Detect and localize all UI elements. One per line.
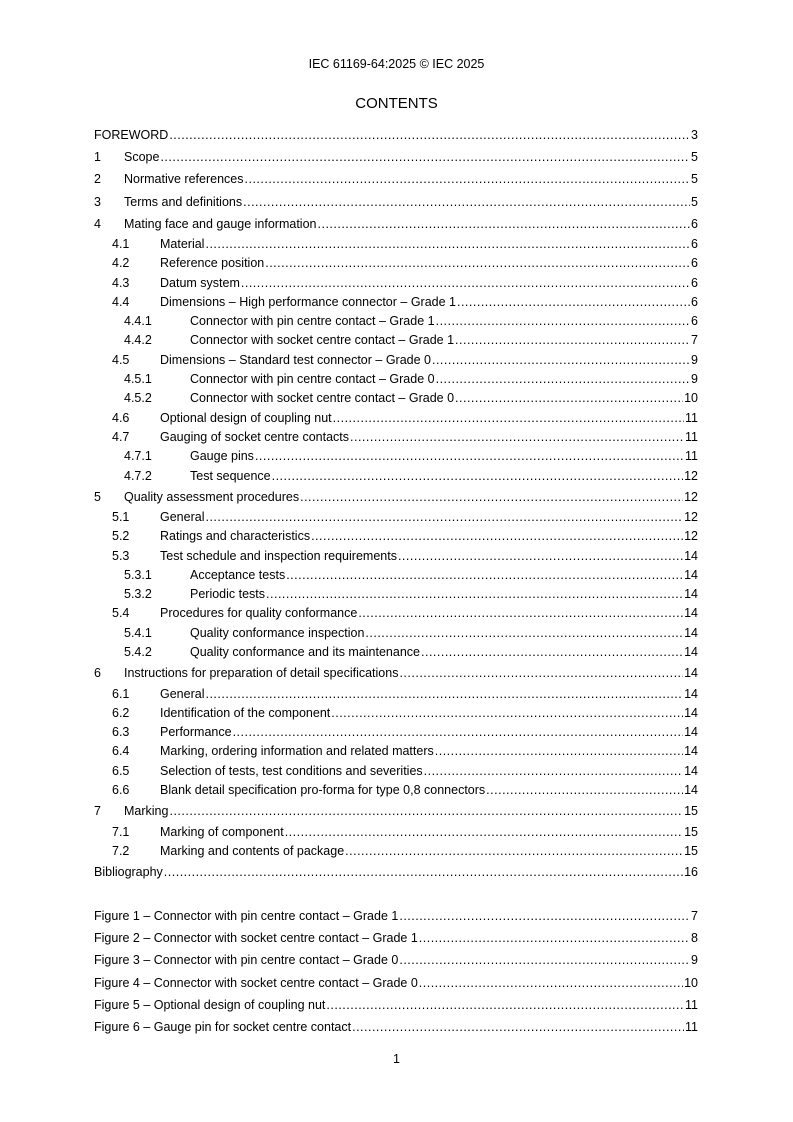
toc-entry-number: 7.2 bbox=[112, 843, 130, 858]
toc-entry[interactable] bbox=[94, 168, 698, 190]
toc-entry-page: 9 bbox=[691, 352, 698, 367]
toc-entry[interactable] bbox=[94, 213, 698, 235]
toc-entry-number: 4.6 bbox=[112, 410, 130, 425]
toc-entry[interactable] bbox=[94, 389, 698, 408]
toc-entry-title: Quality conformance inspection bbox=[190, 625, 365, 640]
figure-entry-title: Figure 6 – Gauge pin for socket centre contact bbox=[94, 1019, 352, 1034]
toc-entry-page: 11 bbox=[685, 410, 698, 425]
toc-entry-number: 2 bbox=[94, 172, 101, 187]
toc-entry-title: Acceptance tests bbox=[190, 567, 286, 582]
dot-leader bbox=[272, 467, 683, 486]
toc-entry-number: 4.7 bbox=[112, 429, 130, 444]
toc-entry-title: Quality assessment procedures bbox=[124, 489, 300, 504]
figure-entry-title: Figure 1 – Connector with pin centre contact – Grade 1 bbox=[94, 909, 399, 923]
dot-leader bbox=[365, 624, 683, 643]
toc-entry-page: 14 bbox=[684, 783, 698, 798]
toc-entry-page: 6 bbox=[691, 314, 698, 329]
dot-leader bbox=[436, 370, 690, 389]
toc-entry-number: 4.1 bbox=[112, 236, 130, 251]
toc-entry-page: 14 bbox=[684, 686, 698, 701]
toc-entry-page: 16 bbox=[684, 865, 698, 880]
toc-entry[interactable] bbox=[94, 742, 698, 761]
dot-leader bbox=[233, 723, 684, 742]
toc-entry[interactable] bbox=[94, 723, 698, 742]
toc-entry-title: Marking of component bbox=[160, 824, 284, 839]
figure-entry[interactable] bbox=[94, 994, 698, 1016]
dot-leader bbox=[160, 146, 690, 168]
toc-entry-title: Performance bbox=[160, 725, 232, 740]
figure-entry[interactable] bbox=[94, 927, 698, 949]
toc-entry-page: 14 bbox=[684, 606, 698, 621]
toc-entry-page: 5 bbox=[691, 150, 698, 165]
dot-leader bbox=[241, 274, 690, 293]
toc-entry-page: 14 bbox=[684, 548, 698, 563]
toc-entry-title: Marking, ordering information and related matters bbox=[160, 744, 434, 759]
dot-leader bbox=[350, 428, 684, 447]
dot-leader bbox=[285, 823, 683, 842]
toc-entry-number: 6.2 bbox=[112, 705, 130, 720]
dot-leader bbox=[286, 566, 683, 585]
toc-entry-title: Identification of the component bbox=[160, 705, 331, 720]
toc-entry-title: Datum system bbox=[160, 275, 240, 290]
toc-entry[interactable] bbox=[94, 293, 698, 312]
table-of-contents bbox=[94, 124, 698, 883]
figure-entry-page: 10 bbox=[684, 975, 698, 990]
toc-entry-title: Dimensions – High performance connector – Grade 1 bbox=[160, 294, 456, 309]
toc-entry-page: 14 bbox=[684, 744, 698, 759]
figure-entry[interactable] bbox=[94, 905, 698, 927]
toc-entry[interactable] bbox=[94, 842, 698, 861]
toc-entry-number: 5 bbox=[94, 489, 101, 504]
toc-entry-number: 4.4.2 bbox=[124, 333, 152, 348]
dot-leader bbox=[419, 927, 690, 949]
toc-entry-title: Mating face and gauge information bbox=[124, 216, 317, 231]
toc-entry-number: 4.5.2 bbox=[124, 391, 152, 406]
toc-entry[interactable] bbox=[94, 604, 698, 623]
toc-entry-number: 5.4.1 bbox=[124, 625, 152, 640]
dot-leader bbox=[398, 547, 683, 566]
toc-entry-title: Selection of tests, test conditions and severities bbox=[160, 763, 423, 778]
toc-entry-number: 5.3.2 bbox=[124, 587, 152, 602]
toc-entry-title: Connector with pin centre contact – Grade 1 bbox=[190, 314, 435, 329]
toc-entry-title: General bbox=[160, 509, 205, 524]
toc-entry[interactable] bbox=[94, 409, 698, 428]
toc-entry[interactable] bbox=[94, 585, 698, 604]
toc-entry-number: 5.1 bbox=[112, 509, 130, 524]
dot-leader bbox=[205, 508, 683, 527]
toc-entry-title: Optional design of coupling nut bbox=[160, 410, 332, 425]
toc-entry-number: 6.3 bbox=[112, 725, 130, 740]
toc-entry-page: 14 bbox=[684, 587, 698, 602]
dot-leader bbox=[300, 486, 683, 508]
toc-entry[interactable] bbox=[94, 124, 698, 146]
toc-entry[interactable] bbox=[94, 547, 698, 566]
toc-entry-number: 4.4.1 bbox=[124, 314, 152, 329]
figure-entry[interactable] bbox=[94, 949, 698, 971]
dot-leader bbox=[311, 527, 683, 546]
dot-leader bbox=[318, 213, 691, 235]
toc-entry-number: 5.3 bbox=[112, 548, 130, 563]
dot-leader bbox=[333, 409, 684, 428]
toc-entry-page: 7 bbox=[691, 333, 698, 348]
dot-leader bbox=[358, 604, 683, 623]
toc-entry-number: 4.2 bbox=[112, 256, 130, 271]
toc-entry[interactable] bbox=[94, 428, 698, 447]
figure-entry[interactable] bbox=[94, 1016, 698, 1038]
toc-entry-number: 7.1 bbox=[112, 824, 130, 839]
toc-entry-title: Material bbox=[160, 236, 205, 251]
dot-leader bbox=[455, 389, 683, 408]
toc-entry-number: 4.5 bbox=[112, 352, 130, 367]
toc-entry-number: 5.2 bbox=[112, 529, 130, 544]
toc-entry-page: 6 bbox=[691, 236, 698, 251]
toc-entry-number: 6.6 bbox=[112, 783, 130, 798]
toc-entry[interactable] bbox=[94, 781, 698, 800]
toc-entry-page: 6 bbox=[691, 275, 698, 290]
dot-leader bbox=[326, 994, 684, 1016]
toc-entry[interactable] bbox=[94, 274, 698, 293]
dot-leader bbox=[352, 1016, 684, 1038]
toc-entry-page: 14 bbox=[684, 567, 698, 582]
toc-entry-title: Marking and contents of package bbox=[160, 843, 345, 858]
toc-entry-title: Blank detail specification pro-forma for type 0,8 connectors bbox=[160, 783, 486, 798]
toc-entry[interactable] bbox=[94, 704, 698, 723]
dot-leader bbox=[164, 861, 683, 883]
dot-leader bbox=[169, 124, 690, 146]
dot-leader bbox=[243, 191, 690, 213]
dot-leader bbox=[245, 168, 691, 190]
toc-entry[interactable] bbox=[94, 566, 698, 585]
toc-entry-page: 15 bbox=[684, 804, 698, 819]
toc-entry[interactable] bbox=[94, 467, 698, 486]
dot-leader bbox=[399, 905, 690, 927]
toc-entry-number: 6 bbox=[94, 666, 101, 681]
toc-entry-title: Terms and definitions bbox=[124, 194, 243, 209]
toc-entry-number: 4.5.1 bbox=[124, 372, 152, 387]
figure-entry-page: 11 bbox=[685, 997, 698, 1012]
toc-entry-page: 12 bbox=[684, 468, 698, 483]
toc-entry-page: 12 bbox=[684, 529, 698, 544]
toc-entry-title: Gauging of socket centre contacts bbox=[160, 429, 349, 444]
toc-entry-title: Ratings and characteristics bbox=[160, 529, 311, 544]
page-title: CONTENTS bbox=[355, 95, 438, 112]
toc-entry-title: Periodic tests bbox=[190, 587, 266, 602]
toc-entry-page: 14 bbox=[684, 625, 698, 640]
dot-leader bbox=[421, 643, 683, 662]
dot-leader bbox=[486, 781, 683, 800]
toc-entry-number: 5.3.1 bbox=[124, 567, 152, 582]
dot-leader bbox=[432, 351, 690, 370]
toc-entry-title: Instructions for preparation of detail specifications bbox=[124, 666, 399, 681]
toc-entry[interactable] bbox=[94, 643, 698, 662]
toc-entry-title: Reference position bbox=[160, 256, 265, 271]
figure-entry-page: 11 bbox=[685, 1019, 698, 1034]
toc-entry-page: 14 bbox=[684, 645, 698, 660]
toc-entry[interactable] bbox=[94, 762, 698, 781]
toc-entry[interactable] bbox=[94, 800, 698, 822]
toc-entry-page: 11 bbox=[685, 429, 698, 444]
toc-entry-page: 15 bbox=[684, 824, 698, 839]
dot-leader bbox=[435, 742, 683, 761]
toc-entry-page: 10 bbox=[684, 391, 698, 406]
toc-entry[interactable] bbox=[94, 254, 698, 273]
toc-entry-title: General bbox=[160, 686, 205, 701]
toc-entry-page: 14 bbox=[684, 763, 698, 778]
toc-entry-page: 11 bbox=[685, 449, 698, 464]
toc-entry[interactable] bbox=[94, 146, 698, 168]
toc-entry-title: Gauge pins bbox=[190, 449, 254, 464]
dot-leader bbox=[419, 972, 683, 994]
toc-entry-page: 14 bbox=[684, 725, 698, 740]
dot-leader bbox=[169, 800, 683, 822]
dot-leader bbox=[205, 235, 690, 254]
toc-entry-page: 9 bbox=[691, 372, 698, 387]
figure-entry-title: Figure 5 – Optional design of coupling nut bbox=[94, 997, 326, 1012]
toc-entry-title: Test schedule and inspection requirements bbox=[160, 548, 397, 563]
toc-entry-title: Test sequence bbox=[190, 468, 271, 483]
toc-entry-number: 4 bbox=[94, 216, 101, 231]
toc-entry[interactable] bbox=[94, 191, 698, 213]
toc-entry[interactable] bbox=[94, 685, 698, 704]
toc-entry[interactable] bbox=[94, 823, 698, 842]
toc-entry-title: FOREWORD bbox=[94, 128, 169, 142]
toc-entry[interactable] bbox=[94, 447, 698, 466]
toc-entry-page: 14 bbox=[684, 705, 698, 720]
toc-entry-page: 12 bbox=[684, 509, 698, 524]
list-of-figures bbox=[94, 905, 698, 1038]
dot-leader bbox=[436, 312, 690, 331]
toc-entry-page: 15 bbox=[684, 843, 698, 858]
toc-entry-number: 4.3 bbox=[112, 275, 130, 290]
toc-entry[interactable] bbox=[94, 312, 698, 331]
dot-leader bbox=[265, 254, 690, 273]
toc-entry-number: 6.4 bbox=[112, 744, 130, 759]
figure-entry-title: Figure 2 – Connector with socket centre contact – Grade 1 bbox=[94, 931, 418, 946]
dot-leader bbox=[399, 662, 683, 684]
dot-leader bbox=[399, 949, 690, 971]
toc-entry-title: Normative references bbox=[124, 172, 244, 187]
toc-entry-title: Quality conformance and its maintenance bbox=[190, 645, 420, 660]
toc-entry-page: 6 bbox=[691, 216, 698, 231]
dot-leader bbox=[205, 685, 683, 704]
toc-entry-title: Connector with pin centre contact – Grade 0 bbox=[190, 372, 435, 387]
toc-entry-number: 5.4 bbox=[112, 606, 130, 621]
toc-entry[interactable] bbox=[94, 370, 698, 389]
toc-entry[interactable] bbox=[94, 527, 698, 546]
page-number: 1 bbox=[393, 1052, 400, 1066]
toc-entry-page: 6 bbox=[691, 294, 698, 309]
toc-entry-number: 5.4.2 bbox=[124, 645, 152, 660]
toc-entry-number: 1 bbox=[94, 150, 101, 165]
figure-entry-title: Figure 3 – Connector with pin centre contact – Grade 0 bbox=[94, 953, 399, 968]
toc-entry[interactable] bbox=[94, 486, 698, 508]
toc-entry-page: 5 bbox=[691, 172, 698, 187]
toc-entry[interactable] bbox=[94, 331, 698, 350]
toc-entry-page: 5 bbox=[691, 194, 698, 209]
toc-entry[interactable] bbox=[94, 624, 698, 643]
toc-entry-page: 3 bbox=[691, 128, 698, 142]
toc-entry-title: Scope bbox=[124, 150, 160, 165]
dot-leader bbox=[255, 447, 684, 466]
toc-entry-page: 14 bbox=[684, 666, 698, 681]
figure-entry-title: Figure 4 – Connector with socket centre contact – Grade 0 bbox=[94, 975, 418, 990]
toc-entry[interactable] bbox=[94, 235, 698, 254]
toc-entry-number: 6.1 bbox=[112, 686, 130, 701]
dot-leader bbox=[457, 293, 690, 312]
dot-leader bbox=[331, 704, 683, 723]
toc-entry-page: 6 bbox=[691, 256, 698, 271]
toc-entry-title: Dimensions – Standard test connector – Grade 0 bbox=[160, 352, 431, 367]
toc-entry-number: 7 bbox=[94, 804, 101, 819]
dot-leader bbox=[455, 331, 690, 350]
toc-entry-number: 4.7.1 bbox=[124, 449, 152, 464]
toc-entry-title: Connector with socket centre contact – Grade 1 bbox=[190, 333, 455, 348]
toc-entry-number: 6.5 bbox=[112, 763, 130, 778]
dot-leader bbox=[424, 762, 683, 781]
dot-leader bbox=[345, 842, 683, 861]
toc-entry-page: 12 bbox=[684, 489, 698, 504]
figure-entry-page: 7 bbox=[691, 909, 698, 923]
figure-entry-page: 8 bbox=[691, 931, 698, 946]
toc-entry[interactable] bbox=[94, 508, 698, 527]
toc-entry-number: 4.4 bbox=[112, 294, 130, 309]
document-header: IEC 61169-64:2025 © IEC 2025 bbox=[308, 57, 485, 71]
toc-entry-number: 4.7.2 bbox=[124, 468, 152, 483]
toc-entry-title: Bibliography bbox=[94, 865, 163, 880]
toc-entry-title: Marking bbox=[124, 804, 169, 819]
toc-entry-title: Procedures for quality conformance bbox=[160, 606, 358, 621]
dot-leader bbox=[266, 585, 683, 604]
toc-entry[interactable] bbox=[94, 662, 698, 684]
toc-entry[interactable] bbox=[94, 351, 698, 370]
figure-entry-page: 9 bbox=[691, 953, 698, 968]
toc-entry[interactable] bbox=[94, 861, 698, 883]
figure-entry[interactable] bbox=[94, 972, 698, 994]
toc-entry-number: 3 bbox=[94, 194, 101, 209]
toc-entry-title: Connector with socket centre contact – Grade 0 bbox=[190, 391, 455, 406]
